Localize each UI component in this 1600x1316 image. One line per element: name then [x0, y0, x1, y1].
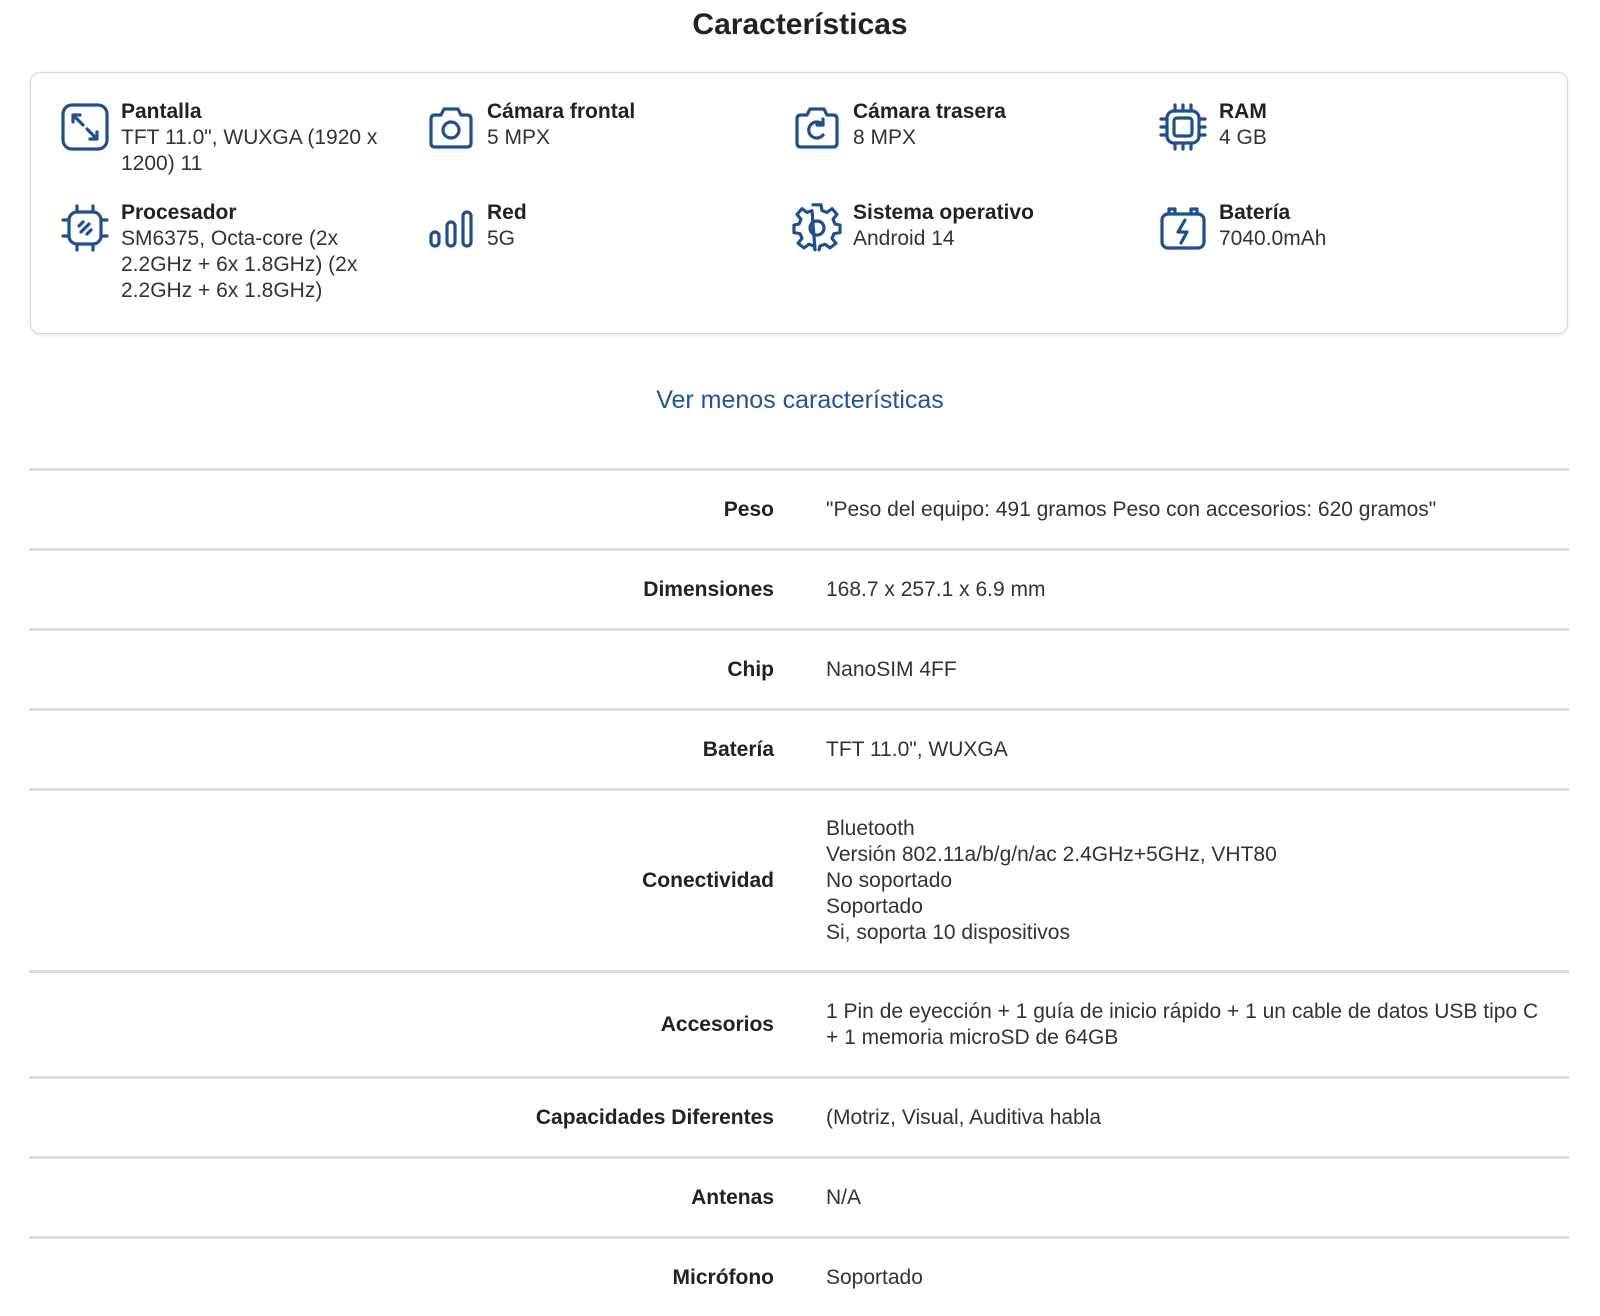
spec-value-line: Soportado [826, 894, 923, 918]
feature-camara-trasera [791, 99, 1121, 153]
feature-label: Sistema operativo [853, 201, 1034, 224]
spec-key: Accesorios [660, 1012, 774, 1036]
expand-icon [59, 101, 111, 153]
spec-row-antenas [29, 1156, 1569, 1236]
spec-value-line: "Peso del equipo: 491 gramos Peso con accesorios: 620 gramos" [826, 497, 1437, 521]
spec-value [826, 1265, 1556, 1291]
spec-value-line: 168.7 x 257.1 x 6.9 mm [826, 577, 1046, 601]
rotate-camera-icon [791, 101, 843, 153]
page-title: Características [692, 8, 908, 41]
spec-value [826, 1105, 1556, 1131]
feature-value: 8 MPX [853, 126, 917, 149]
memory-chip-icon [1157, 101, 1209, 153]
feature-ram [1157, 99, 1487, 153]
spec-row-microfono [29, 1236, 1569, 1316]
feature-label: Procesador [121, 201, 237, 224]
spec-value [826, 999, 1556, 1051]
feature-value: 4 GB [1219, 126, 1267, 149]
feature-label: Cámara trasera [853, 100, 1006, 123]
spec-value-line: Soportado [826, 1265, 923, 1289]
spec-value-line: 1 Pin de eyección + 1 guía de inicio rápido + 1 un cable de datos USB tipo C + 1 memoria microSD de 64GB [826, 999, 1539, 1049]
spec-value [826, 816, 1556, 946]
feature-camara-frontal [425, 99, 755, 153]
feature-pantalla [59, 99, 389, 177]
feature-value: 5 MPX [487, 126, 551, 149]
feature-procesador [59, 200, 389, 304]
battery-icon [1157, 202, 1209, 254]
ver-menos-link[interactable]: Ver menos características [656, 386, 944, 414]
feature-label: RAM [1219, 100, 1267, 123]
spec-key: Chip [727, 657, 774, 681]
spec-row-dimensiones [29, 548, 1569, 628]
spec-value-line: Bluetooth [826, 816, 915, 840]
spec-value [826, 657, 1556, 683]
spec-value-line: NanoSIM 4FF [826, 657, 957, 681]
spec-value-line: TFT 11.0", WUXGA [826, 737, 1008, 761]
feature-red [425, 200, 755, 254]
spec-row-capacidades [29, 1076, 1569, 1156]
spec-value-line: Versión 802.11a/b/g/n/ac 2.4GHz+5GHz, VHT80 [826, 842, 1277, 866]
feature-value: 5G [487, 227, 516, 250]
feature-value: SM6375, Octa-core (2x 2.2GHz + 6x 1.8GHz) (2x 2.2GHz + 6x 1.8GHz) [121, 227, 358, 302]
spec-value-line: (Motriz, Visual, Auditiva habla [826, 1105, 1102, 1129]
feature-bateria [1157, 200, 1487, 254]
feature-value: TFT 11.0", WUXGA (1920 x 1200) 11 [121, 126, 378, 175]
gear-icon [791, 202, 843, 254]
spec-table [29, 468, 1569, 1316]
spec-row-conectividad [29, 788, 1569, 970]
spec-key: Micrófono [672, 1265, 774, 1289]
feature-label: Red [487, 201, 527, 224]
spec-value [826, 737, 1556, 763]
signal-bars-icon [425, 202, 477, 254]
feature-label: Cámara frontal [487, 100, 636, 123]
feature-label: Batería [1219, 201, 1291, 224]
spec-value [826, 1185, 1556, 1211]
features-card [30, 72, 1568, 334]
spec-key: Capacidades Diferentes [535, 1105, 774, 1129]
spec-key: Batería [702, 737, 774, 761]
spec-key: Conectividad [642, 868, 774, 892]
camera-icon [425, 101, 477, 153]
processor-icon [59, 202, 111, 254]
spec-row-bateria [29, 708, 1569, 788]
feature-value: 7040.0mAh [1219, 227, 1327, 250]
spec-value-line: N/A [826, 1185, 862, 1209]
spec-value [826, 497, 1556, 523]
feature-sistema-operativo [791, 200, 1121, 254]
spec-value-line: No soportado [826, 868, 953, 892]
spec-row-chip [29, 628, 1569, 708]
spec-key: Peso [723, 497, 774, 521]
spec-value [826, 577, 1556, 603]
spec-key: Dimensiones [643, 577, 774, 601]
feature-value: Android 14 [853, 227, 955, 250]
spec-row-accesorios [29, 970, 1569, 1076]
spec-value-line: Si, soporta 10 dispositivos [826, 920, 1070, 944]
feature-label: Pantalla [121, 100, 202, 123]
spec-row-peso [29, 468, 1569, 548]
spec-key: Antenas [691, 1185, 774, 1209]
